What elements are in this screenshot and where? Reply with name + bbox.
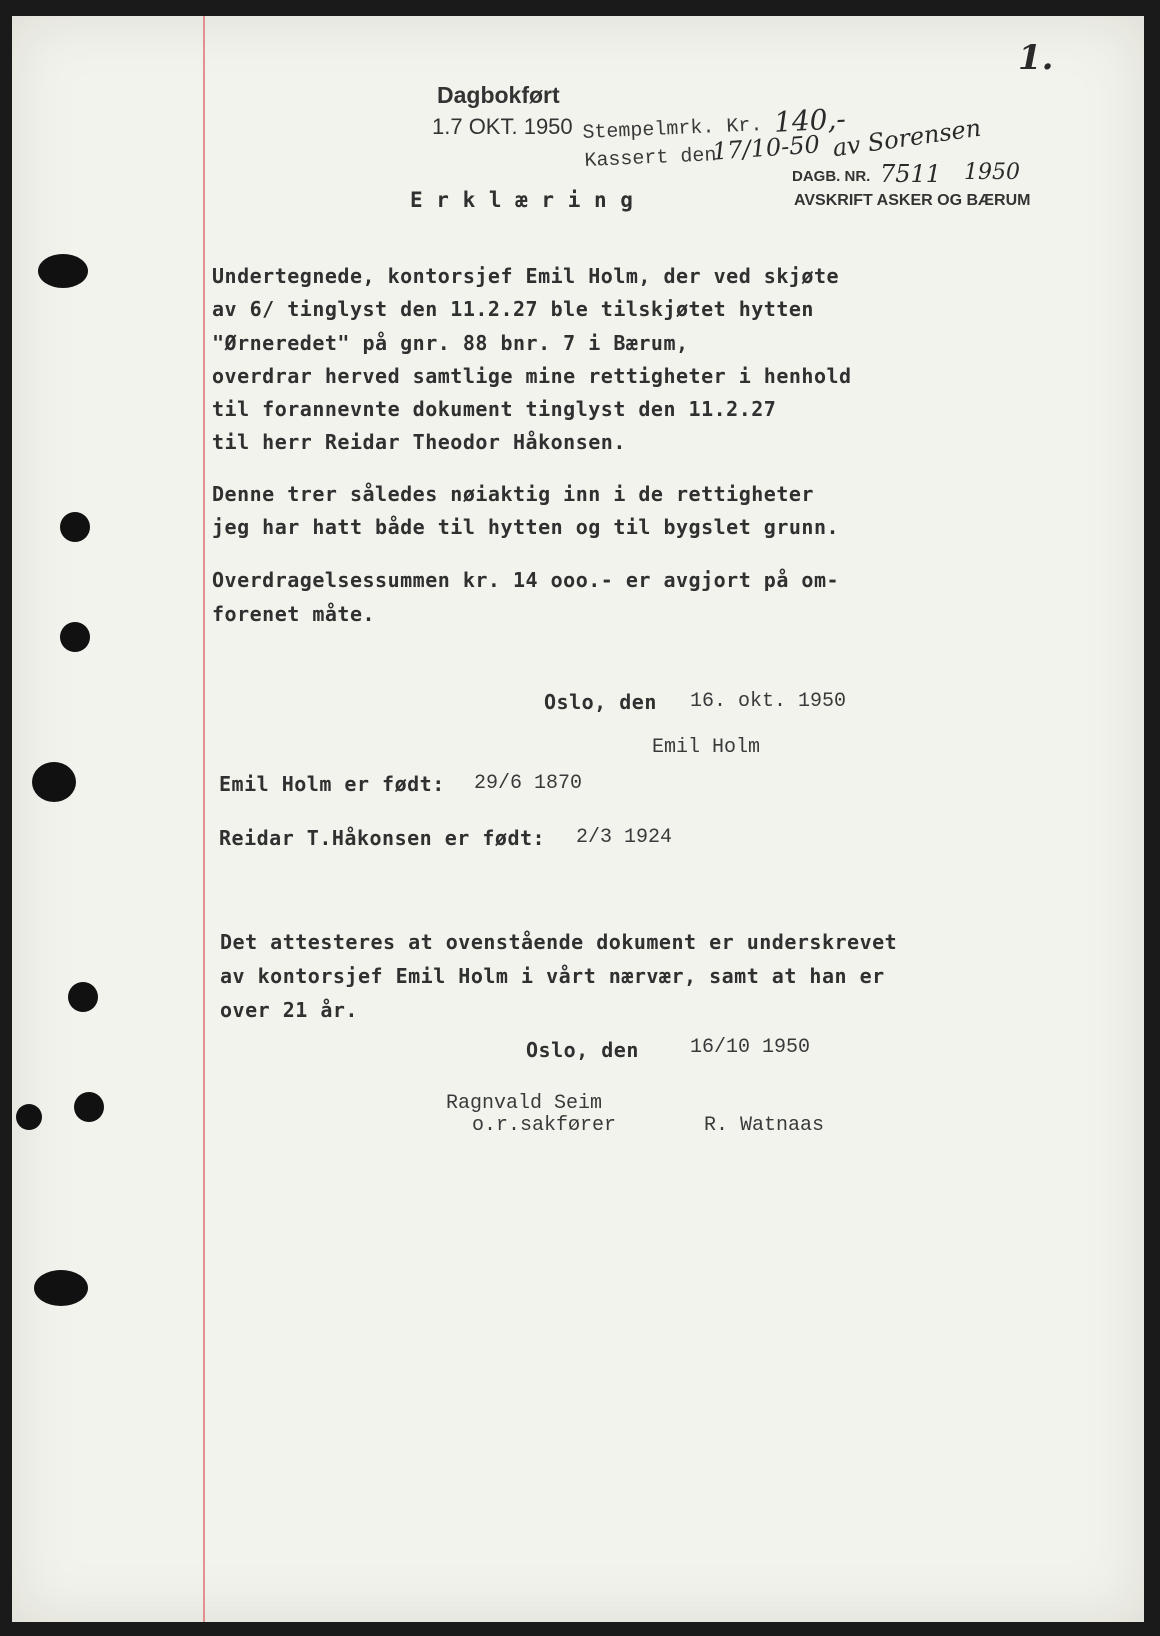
diary-stamp-number: 7511 bbox=[880, 160, 942, 188]
document-title: E r k l æ r i n g bbox=[410, 188, 634, 212]
punch-hole bbox=[68, 982, 98, 1012]
cancelled-by: av Sorensen bbox=[830, 113, 983, 163]
birth-label: Emil Holm er født: bbox=[219, 772, 445, 796]
punch-hole bbox=[74, 1092, 104, 1122]
stamp-duty-amount: 140,- bbox=[773, 102, 847, 139]
signing-date: 16. okt. 1950 bbox=[690, 690, 847, 713]
body-line: "Ørneredet" på gnr. 88 bnr. 7 i Bærum, bbox=[212, 331, 689, 355]
body-line: til herr Reidar Theodor Håkonsen. bbox=[212, 430, 626, 454]
birth-date: 29/6 1870 bbox=[474, 772, 583, 795]
attestation-line: over 21 år. bbox=[220, 998, 358, 1022]
attestation-line: Det attesteres at ovenstående dokument er underskrevet bbox=[220, 930, 898, 954]
diary-stamp-copy-line: AVSKRIFT ASKER OG BÆRUM bbox=[794, 192, 1031, 209]
body-line: Denne trer således nøiaktig inn i de rettigheter bbox=[212, 482, 814, 506]
diary-stamp-year: 1950 bbox=[964, 160, 1020, 185]
stamp-duty-label: Stempelmrk. Kr. bbox=[582, 114, 763, 145]
page-number: 1. bbox=[1018, 38, 1054, 78]
document-page bbox=[12, 16, 1144, 1622]
body-line: Undertegnede, kontorsjef Emil Holm, der ved skjøte bbox=[212, 264, 840, 288]
place-label: Oslo, den bbox=[544, 690, 657, 714]
margin-line bbox=[203, 16, 205, 1622]
received-stamp-label: Dagbokført bbox=[437, 82, 560, 108]
attestation-line: av kontorsjef Emil Holm i vårt nærvær, samt at han er bbox=[220, 964, 885, 988]
witness-name: Ragnvald Seim bbox=[446, 1092, 603, 1115]
attestation-date: 16/10 1950 bbox=[690, 1036, 811, 1059]
signature-name: Emil Holm bbox=[652, 736, 761, 759]
received-stamp-date: 1.7 OKT. 1950 bbox=[432, 114, 573, 139]
body-line: av 6/ tinglyst den 11.2.27 ble tilskjøtet hytten bbox=[212, 297, 814, 321]
punch-hole bbox=[34, 1270, 88, 1306]
cancelled-date: 17/10-50 bbox=[711, 130, 821, 166]
diary-stamp-label: DAGB. NR. bbox=[792, 168, 871, 185]
punch-hole bbox=[16, 1104, 42, 1130]
witness-title: o.r.sakfører bbox=[472, 1114, 617, 1137]
body-line: overdrar herved samtlige mine rettigheter i henhold bbox=[212, 364, 852, 388]
body-line: Overdragelsessummen kr. 14 ooo.- er avgjort på om- bbox=[212, 568, 840, 592]
witness-name: R. Watnaas bbox=[704, 1114, 825, 1137]
birth-label: Reidar T.Håkonsen er født: bbox=[219, 826, 546, 850]
body-line: til forannevnte dokument tinglyst den 11.2.27 bbox=[212, 397, 777, 421]
punch-hole bbox=[32, 762, 76, 802]
punch-hole bbox=[38, 254, 88, 288]
cancelled-date-label: Kassert den bbox=[584, 144, 717, 173]
punch-hole bbox=[60, 512, 90, 542]
body-line: forenet måte. bbox=[212, 602, 376, 626]
birth-date: 2/3 1924 bbox=[576, 826, 673, 849]
punch-hole bbox=[60, 622, 90, 652]
place-label: Oslo, den bbox=[526, 1038, 639, 1062]
body-line: jeg har hatt både til hytten og til bygslet grunn. bbox=[212, 515, 840, 539]
